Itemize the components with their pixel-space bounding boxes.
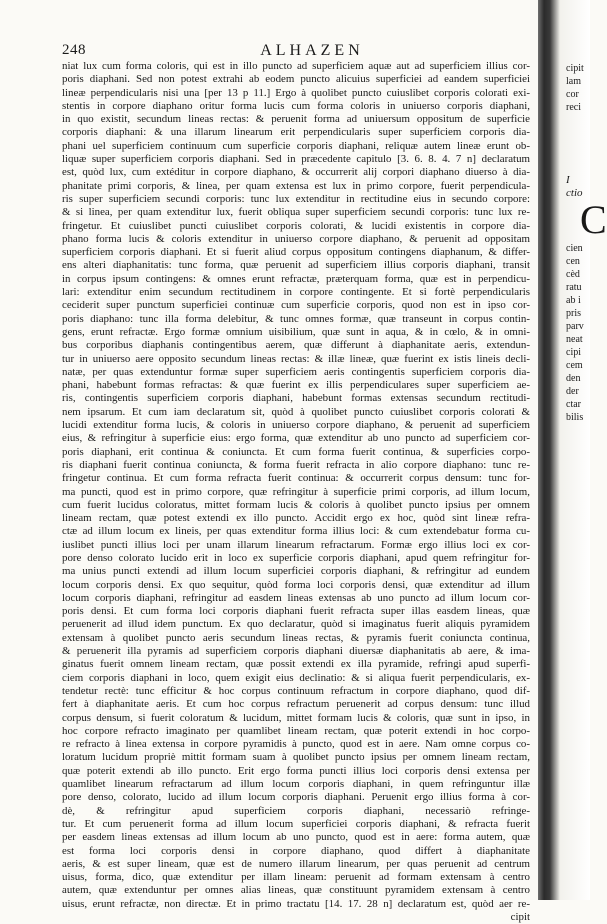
margin-fragment: cem [566,360,583,371]
text-line: niat lux cum forma coloris, qui est in illo puncto ad superficiem aquæ aut ad superficiem illius cor- [62,60,530,72]
text-line: eius, & refringitur à superficie eius: ergo forma, quæ extenditur ab uno puncto ad superficiem cor- [62,432,530,445]
margin-fragment: pris [566,308,581,319]
text-line: fert à diaphanitate aeris. Et cum hoc corpus refractum peruenerit ad corpus densum: tunc illud [62,698,530,711]
margin-fragment: cipit [566,63,584,74]
margin-spacer [566,114,590,174]
text-line: stentis in corpore diaphano oritur forma lucis cum forma coloris in uniuerso corporis diaphani, [62,99,530,112]
text-line: uisus, erunt refractæ, non directæ. Et in primo tractatu [14. 17. 28 n] declaratum est, quòd aer re- [62,897,530,910]
text-line: liquæ super superficiem corporis diaphani. Sed in præcedente capitulo [3. 6. 8. 4. 7 n] declaratum [62,153,530,166]
margin-fragment: ratu [566,282,582,293]
margin-fragment: lam [566,76,581,87]
text-line: nem ipsarum. Et cum iam declaratum sit, quòd à quolibet puncto cuiuslibet corporis colorati & [62,405,530,418]
page-number: 248 [62,42,86,58]
margin-fragment: neat [566,334,583,345]
text-line: corpus densum, si fuerit coloratum & lucidum, mittet formam lucis & coloris, quæ sunt in ipso, in [62,711,530,724]
text-line: lari: extenditur enim secundum rectitudinem in corpore contingente. Et si fortè perpendicularis [62,286,530,299]
text-line: locum corporis densi. Ex quo sequitur, quòd forma loci corporis densi, quæ extenditur ad illum [62,578,530,591]
text-line: phani uel superficiem continuum cum superficie corporis diaphani, reliquæ autem lineæ erunt ob- [62,139,530,152]
text-line: uisus, forma, dico, quæ extenditur per illam lineam: peruenit ad formam extensam à centro [62,871,530,884]
text-line: est forma loci corporis densi in corpore diaphano, quod differt à diaphanitate [62,844,530,857]
text-line: per easdem lineas extensas ad illum locum ab uno puncto, quod est in aere: forma autem, quæ [62,831,530,844]
margin-italic-fragment: ctio [566,187,583,199]
text-line: poris diaphani, erit continua & coniuncta. Et cum forma fuerit continua, & superficies corpo- [62,445,530,458]
text-line: ginatus fuerit omnem lineam rectam, quæ possit extendi ex illa pyramide, refringi apud superfi- [62,658,530,671]
text-line: peruenerit ad illud idem punctum. Ex quo declaratur, quòd si imaginatus fuerit aliquis pyramidem [62,618,530,631]
text-line: lineæ perpendicularis nisi una [per 13 p 11.] Ergo à quolibet puncto cuiuslibet corporis colorati exi- [62,86,530,99]
text-line: re refracto à linea extensa in corpore pyramidis à puncto, quod est in aere. Nam omne corpus co- [62,738,530,751]
text-line: phani, habebunt formas refractas: & quæ fuerint ex illis perpendiculares super superficiem ae- [62,379,530,392]
text-line: bus corporibus diaphanis contingentibus aerem, quæ differunt à diaphanitate aeris, extendun- [62,339,530,352]
text-line: aeris, & est super lineam, quæ est de numero illarum linearum, per quas peruenit ad centrum [62,857,530,870]
margin-fragment: den [566,373,581,384]
text-line: ctæ ad illum locum ex lineis, per quas extenditur forma illius loci: & cum extendebatur forma cu- [62,525,530,538]
text-line: poris diaphano: tunc illa forma delebitur, & tunc omnes formæ, quæ transeunt in corpus contin- [62,312,530,325]
text-line: ciem corporis diaphani in loco, quem exigit eius declinatio: & si aliqua fuerit perpendicularis, ex- [62,671,530,684]
text-line: hoc corpore refracto imaginato per quamlibet lineam rectam, quæ poterit extendi in hoc corpo- [62,724,530,737]
text-line: tur. Et cum peruenerit forma ad illum locum superficiei corporis diaphani, & refracta fuerit [62,817,530,830]
text-line: corporis diaphani: & una illarum linearum erit perpendicularis super superficiem corporis dia- [62,126,530,139]
text-line: poris densi. Et cum forma loci corporis diaphani fuerit refracta super illas easdem lineas, quæ [62,605,530,618]
margin-fragment: parv [566,321,584,332]
text-line: pore denso colorato lucido erit in loco ex superficie corporis diaphani, apud quem refringitur for- [62,551,530,564]
text-line: gens, erunt refractæ. Ergo formæ omnium uisibilium, quæ sunt in aqua, & in cœlo, & in omni- [62,325,530,338]
margin-fragment: ctar [566,399,581,410]
text-line: est, quòd lux, cum extéditur in corpore diaphano, & occurrerit alij corpori diaphano diuerso à dia- [62,166,530,179]
text-line: ceciderit super punctum superficiei continuæ cum superficie corporis, quod non est in ipso cor- [62,299,530,312]
margin-fragment: reci [566,102,581,113]
text-line: quamlibet linearum refractarum ad illum locum corporis diaphani, in quem refringuntur illæ [62,778,530,791]
text-line: quæ poterit extendi ab illo puncto. Erit ergo forma puncti illius loci corporis densi extensa per [62,764,530,777]
margin-italic-fragment: I [566,174,570,186]
text-line: phanitate primi corporis, & linea, per quam extensa est lux in primo corpore, fuerit perpendicula- [62,179,530,192]
text-line: cipit [510,911,530,923]
text-line: dè, & refringitur apud superficiem corporis diaphani, necessariò refringe- [62,804,530,817]
text-line: autem, quæ extenduntur per omnes alias lineas, quæ constituunt pyramidem extensam à centro [62,884,530,897]
margin-fragment: cen [566,256,580,267]
page-header [62,42,532,62]
text-line: superficiem corporis diaphani. Et si fuerit aliud corpus oppositum contingens diaphanum, & differ- [62,246,530,259]
text-line: ma unius puncti extendi ad illum locum superficiei corporis diaphani, & refringitur ad eundem [62,565,530,578]
text-line: in corpus ipsum contingens: & omnes erunt refractæ, præterquam forma, quæ est in perpendicu- [62,272,530,285]
text-line: ris diaphani fuerit continua coniuncta, & forma fuerit refracta in alio corpore diaphano: tunc re- [62,458,530,471]
text-line: extensam à quolibet puncto aeris secundum lineas rectas, & pyramis fuerit coniuncta continua, [62,631,530,644]
facing-page-fragments [566,62,607,424]
text-line: & si linea, per quam extenditur lux, fuerit obliqua super superficiem secundi corporis: tunc lux re- [62,206,530,219]
text-line: in quo existit, secundum lineas rectas: & peruenit forma ad uniuersum oppositum de superficie [62,113,530,126]
text-line: tur in uniuerso aere opposito secundum lineas rectas: & illæ lineæ, quæ fuerint ex istis lineis decli- [62,352,530,365]
text-line: poris diaphani. Sed non potest extrahi ab eodem puncto alicuius superficiei ad eandem superficiei [62,73,530,86]
margin-fragment: bilis [566,412,584,423]
margin-fragment: ab i [566,295,581,306]
text-line: lucidi extenditur forma lucis, & coloris in uniuerso corpore diaphano, & peruenit ad superficiem [62,419,530,432]
text-line: iuslibet puncti illius loci per unam illarum linearum refractarum. Formæ ergo illius loci ex cor- [62,538,530,551]
text-line: natæ, per quas extenduntur formæ super superficiem aeris contingentis superficiem corporis dia- [62,365,530,378]
text-line: cum fuerit lucidus coloratus, mittet formam lucis & coloris à quolibet puncto ipsius per omnem [62,498,530,511]
margin-fragment: cèd [566,269,580,280]
text-line: ens alteri diaphanitatis: tunc forma, quæ peruenit ad superficiem illius corporis diaphani, transit [62,259,530,272]
margin-fragment: cien [566,243,583,254]
text-line: lineam rectam, quæ potest extendi ex illo puncto. Accidit ergo ex hoc, quòd sint lineæ refra- [62,512,530,525]
text-line: phano forma lucis & coloris extenditur in uniuerso corpore diaphano, & peruenit ad oppositam [62,232,530,245]
text-line: loratum lucidum propriè mittit formam suam à quolibet puncto ipsius per omnem lineam rectam, [62,751,530,764]
text-line: & peruenerit illa pyramis ad superficiem corporis diaphani diuersæ diaphanitatis ab aere, & ima- [62,645,530,658]
text-line: ris, contingentis superficiem corporis diaphani, habebunt formas extensas secundum rectitudi- [62,392,530,405]
text-line: ma puncti, quod est in primo corpore, quæ refringitur à superficie primi corporis, ad illum locum, [62,485,530,498]
text-line: tendetur rectè: tunc efficitur & hoc corpus continuum refractum in corpore diaphano, quod dif- [62,684,530,697]
margin-fragment: cipi [566,347,581,358]
margin-initial-letter: C [580,197,607,242]
text-line: fringetur continua. Et cum forma refracta fuerit continua: & occurrerit corpus densum: tunc for- [62,472,530,485]
text-line: locum corporis diaphani, refringitur ad easdem lineas extensas ab uno puncto ad illum locum cor- [62,591,530,604]
margin-fragment: cor [566,89,579,100]
body-text [62,60,530,924]
running-head: ALHAZEN [260,42,364,59]
text-line: fringetur. Et cuiuslibet puncti cuiuslibet corporis colorati, & lucidi existentis in corpore dia- [62,219,530,232]
margin-fragment: der [566,386,579,397]
text-line: pore denso, colorato, lucido ad illum locum corporis diaphani. Peruenit ergo illius forma à cor- [62,791,530,804]
text-line: ris super superficiem secundi corporis: tunc lux extenditur in rectitudine eius in secundo corpore: [62,192,530,205]
